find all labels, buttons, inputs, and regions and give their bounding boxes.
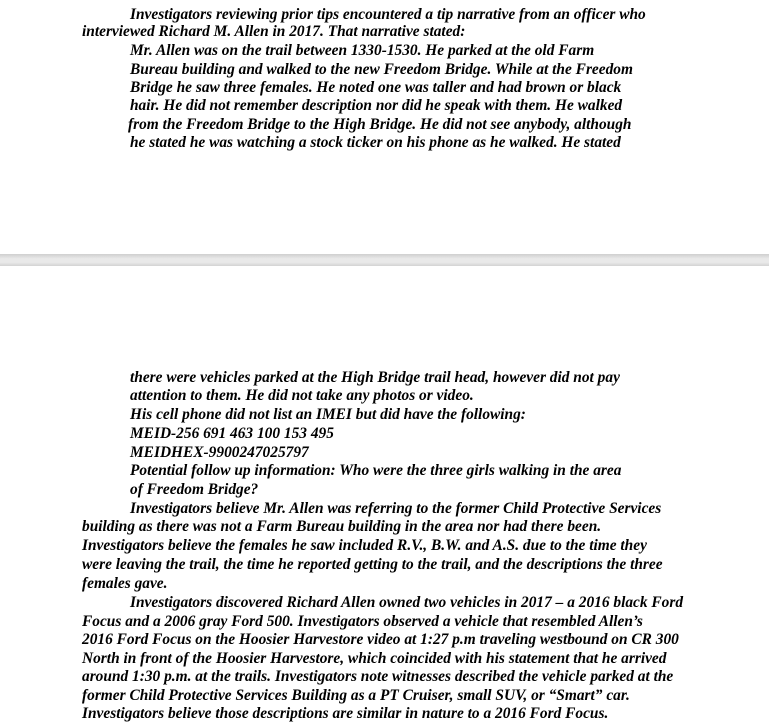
text-line: from the Freedom Bridge to the High Bridge. He did not see anybody, although	[128, 116, 632, 133]
text-line: Investigators discovered Richard Allen owned two vehicles in 2017 – a 2016 black Ford	[130, 594, 684, 611]
text-line: he stated he was watching a stock ticker on his phone as he walked. He stated	[130, 134, 621, 151]
text-line: North in front of the Hoosier Harvestore, which coincided with his statement that he arrived	[82, 650, 667, 667]
text-line: Investigators believe the females he saw included R.V., B.W. and A.S. due to the time they	[82, 537, 647, 554]
text-line: building as there was not a Farm Bureau building in the area nor had there been.	[82, 518, 602, 535]
text-line: females gave.	[82, 575, 168, 592]
text-line: Mr. Allen was on the trail between 1330-1530. He parked at the old Farm	[130, 42, 595, 59]
text-line: former Child Protective Services Building as a PT Cruiser, small SUV, or “Smart” car.	[82, 687, 630, 704]
text-line: Bridge he saw three females. He noted one was taller and had brown or black	[130, 79, 622, 96]
text-line: Focus and a 2006 gray Ford 500. Investigators observed a vehicle that resembled Allen’s	[82, 613, 643, 630]
text-line: of Freedom Bridge?	[130, 481, 259, 498]
document-page-top	[0, 0, 769, 254]
text-line: hair. He did not remember description nor did he speak with them. He walked	[130, 97, 623, 114]
text-line: MEIDHEX-9900247025797	[130, 444, 309, 461]
text-line: there were vehicles parked at the High Bridge trail head, however did not pay	[130, 369, 620, 386]
text-line: were leaving the trail, the time he reported getting to the trail, and the descriptions the three	[82, 556, 663, 573]
document-page-bottom	[0, 266, 769, 723]
page-separator	[0, 254, 769, 266]
text-line: attention to them. He did not take any photos or video.	[130, 387, 474, 404]
text-line: around 1:30 p.m. at the trails. Investigators note witnesses described the vehicle parked at the	[82, 668, 674, 685]
text-line: 2016 Ford Focus on the Hoosier Harvestore video at 1:27 p.m traveling westbound on CR 300	[82, 631, 679, 648]
text-line: interviewed Richard M. Allen in 2017. That narrative stated:	[82, 23, 466, 40]
text-line: Potential follow up information: Who were the three girls walking in the area	[130, 462, 622, 479]
text-line: His cell phone did not list an IMEI but did have the following:	[130, 406, 526, 423]
text-line: Investigators reviewing prior tips encountered a tip narrative from an officer who	[130, 6, 646, 23]
text-line: MEID-256 691 463 100 153 495	[130, 425, 334, 442]
text-line: Bureau building and walked to the new Freedom Bridge. While at the Freedom	[130, 61, 633, 78]
text-line: Investigators believe Mr. Allen was referring to the former Child Protective Services	[130, 500, 662, 517]
text-line: Investigators believe those descriptions are similar in nature to a 2016 Ford Focus.	[82, 705, 609, 722]
